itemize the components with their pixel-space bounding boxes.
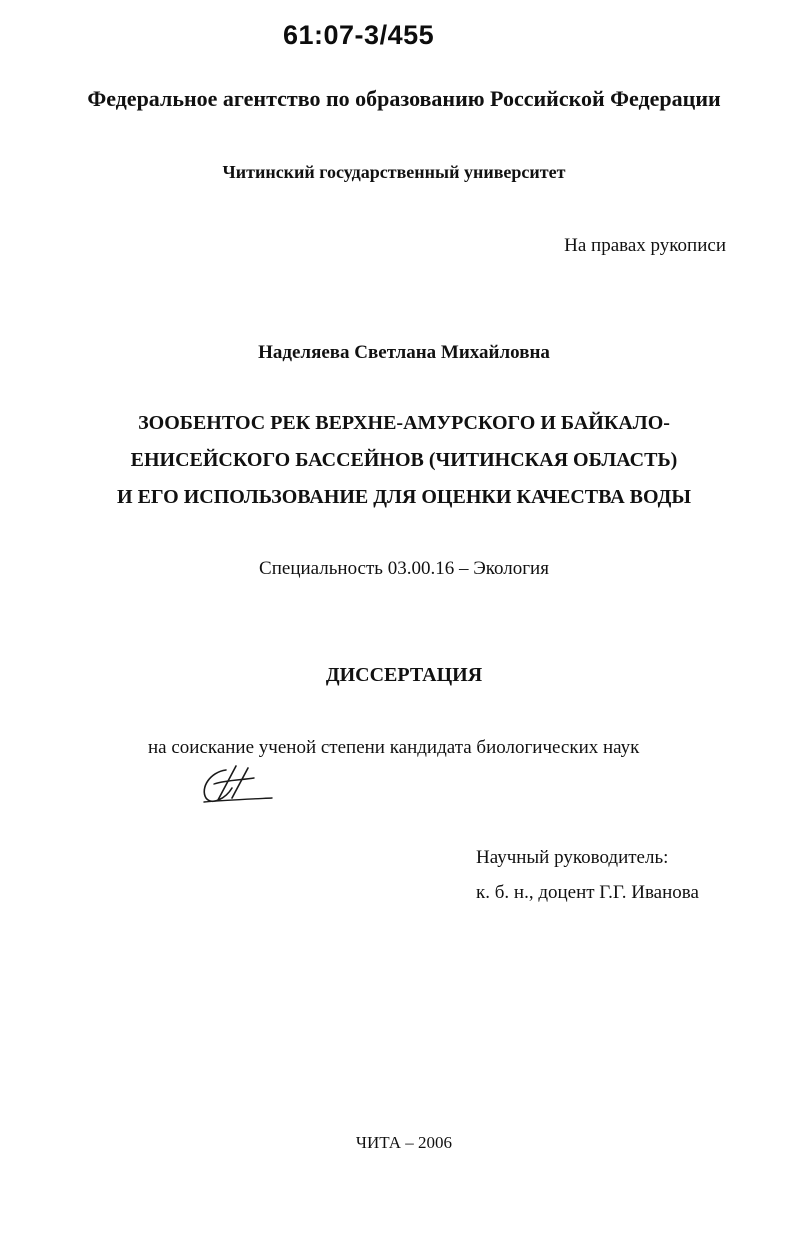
thesis-title-line-3: И ЕГО ИСПОЛЬЗОВАНИЕ ДЛЯ ОЦЕНКИ КАЧЕСТВА ВОДЫ <box>117 486 691 508</box>
author-name: Наделяева Светлана Михайловна <box>258 342 550 363</box>
agency-heading: Федеральное агентство по образованию Российской Федерации <box>87 86 721 111</box>
thesis-title-line-1: ЗООБЕНТОС РЕК ВЕРХНЕ-АМУРСКОГО И БАЙКАЛО- <box>138 412 670 434</box>
supervisor-label: Научный руководитель: <box>476 847 669 868</box>
signature-icon <box>196 758 276 808</box>
specialty: Специальность 03.00.16 – Экология <box>259 558 549 579</box>
degree-statement: на соискание ученой степени кандидата биологических наук <box>148 737 640 758</box>
thesis-title-line-2: ЕНИСЕЙСКОГО БАССЕЙНОВ (ЧИТИНСКАЯ ОБЛАСТЬ) <box>130 449 678 471</box>
catalog-number: 61:07-3/455 <box>283 20 435 50</box>
rights-note: На правах рукописи <box>564 235 726 256</box>
university-name: Читинский государственный университет <box>222 162 566 182</box>
supervisor-name: к. б. н., доцент Г.Г. Иванова <box>476 882 699 903</box>
city-year: ЧИТА – 2006 <box>355 1133 453 1152</box>
document-type: ДИССЕРТАЦИЯ <box>325 664 483 686</box>
